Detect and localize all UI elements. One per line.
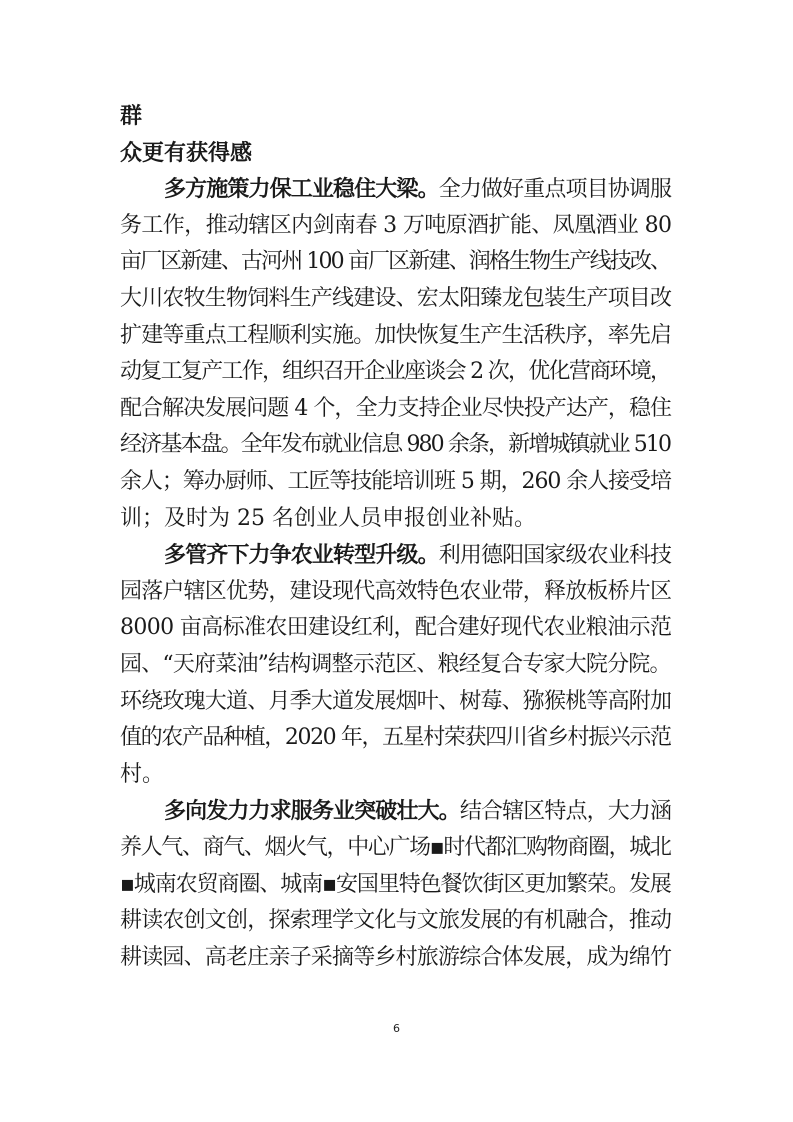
paragraph-text: 全力做好重点项目协调服	[438, 177, 672, 203]
page-number: 6	[393, 1022, 400, 1035]
paragraph-line: 大川农牧生物饲料生产线建设、宏太阳臻龙包装生产项目改	[120, 286, 672, 311]
paragraph-line: 园落户辖区优势，建设现代高效特色农业带，释放板桥片区	[120, 578, 672, 604]
paragraph-line: 余人；筹办厨师、工匠等技能培训班 5 期，260 余人接受培	[120, 469, 671, 494]
paragraph-first-line	[164, 542, 671, 569]
paragraph-line: ▪城南农贸商圈、城南▪安国里特色餐饮街区更加繁荣。发展	[120, 871, 671, 897]
paragraph-line: 亩厂区新建、古河州 100 亩厂区新建、润格生物生产线技改、	[120, 249, 671, 275]
paragraph-first-line	[164, 798, 671, 825]
paragraph-line: 值的农产品种植，2020 年，五星村荣获四川省乡村振兴示范	[120, 725, 671, 751]
heading-line: 群	[120, 103, 143, 129]
paragraph-line: 村。	[120, 761, 165, 787]
paragraph-line: 8000 亩高标准农田建设红利，配合建好现代农业粮油示范	[120, 615, 672, 641]
paragraph-text: 结合辖区特点，大力涵	[459, 799, 672, 825]
paragraph-line: 扩建等重点工程顺利实施。加快恢复生产生活秩序，率先启	[120, 322, 672, 348]
paragraph-line: 环绕玫瑰大道、月季大道发展烟叶、树莓、猕猴桃等高附加	[120, 688, 672, 714]
paragraph-line: 园、“天府菜油”结构调整示范区、粮经复合专家大院分院。	[120, 652, 671, 677]
paragraph-line: 养人气、商气、烟火气，中心广场▪时代都汇购物商圈，城北	[120, 835, 671, 860]
paragraph-line: 务工作，推动辖区内剑南春 3 万吨原酒扩能、凤凰酒业 80	[120, 212, 672, 238]
paragraph-text: 利用德阳国家级农业科技	[438, 543, 672, 569]
paragraph-line: 经济基本盘。全年发布就业信息 980 余条，新增城镇就业 510	[120, 432, 671, 458]
paragraph-lead: 多管齐下力争农业转型升级。	[164, 542, 439, 569]
paragraph-line: 配合解决发展问题 4 个，全力支持企业尽快投产达产，稳住	[120, 395, 672, 421]
paragraph-lead: 多向发力力求服务业突破壮大。	[164, 798, 460, 825]
paragraph-line: 动复工复产工作，组织召开企业座谈会 2 次，优化营商环境，	[120, 359, 671, 385]
heading-line: 众更有获得感	[120, 139, 253, 166]
paragraph-first-line	[164, 176, 671, 203]
paragraph-line: 耕读园、高老庄亲子采摘等乡村旅游综合体发展，成为绵竹	[120, 944, 672, 970]
paragraph-line: 训；及时为 25 名创业人员申报创业补贴。	[120, 505, 536, 531]
paragraph-lead: 多方施策力保工业稳住大梁。	[164, 176, 439, 203]
paragraph-line: 耕读农创文创，探索理学文化与文旅发展的有机融合，推动	[120, 908, 672, 934]
